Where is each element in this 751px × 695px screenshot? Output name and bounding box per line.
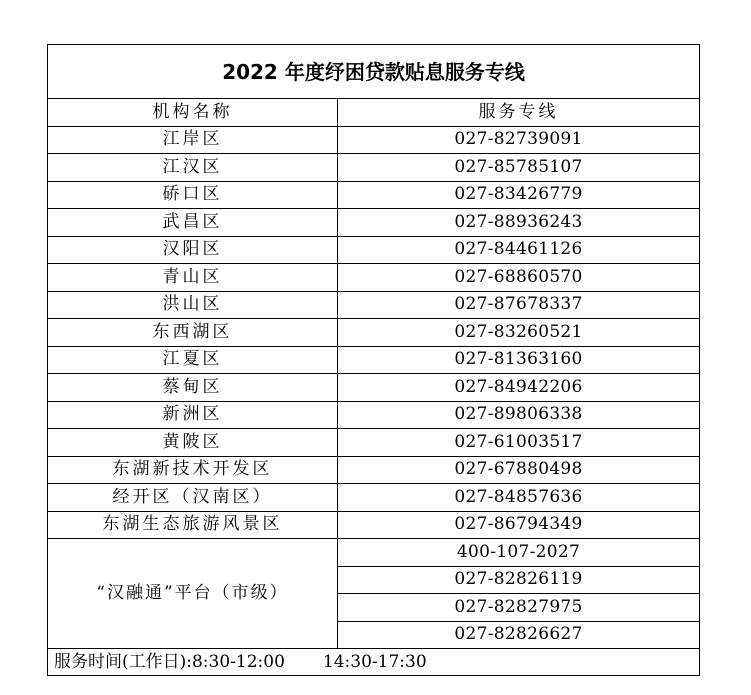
table-row <box>48 209 700 237</box>
service-hours-morning: 服务时间(工作日):8:30-12:00 <box>54 651 285 672</box>
table-row <box>48 374 700 402</box>
org-name: 洪山区 <box>48 291 338 319</box>
platform-phone-number: 027-82827975 <box>338 594 700 622</box>
phone-number: 027-89806338 <box>338 401 700 429</box>
platform-phone-number: 027-82826119 <box>338 566 700 594</box>
table-row <box>48 401 700 429</box>
phone-number: 027-82739091 <box>338 126 700 154</box>
phone-number: 027-83426779 <box>338 181 700 209</box>
platform-phone-number: 027-82826627 <box>338 621 700 649</box>
phone-number: 027-87678337 <box>338 291 700 319</box>
table-row <box>48 319 700 347</box>
table-row <box>48 126 700 154</box>
org-name: 青山区 <box>48 264 338 292</box>
org-name: 东湖生态旅游风景区 <box>48 511 338 539</box>
phone-number: 027-84461126 <box>338 236 700 264</box>
table-row <box>48 291 700 319</box>
table-row <box>48 236 700 264</box>
org-name: 江夏区 <box>48 346 338 374</box>
phone-number: 027-86794349 <box>338 511 700 539</box>
table-row <box>48 154 700 182</box>
table-row <box>48 346 700 374</box>
org-name: 硚口区 <box>48 181 338 209</box>
table-row <box>48 484 700 512</box>
platform-phone-number: 400-107-2027 <box>338 539 700 567</box>
org-name: 新洲区 <box>48 401 338 429</box>
phone-number: 027-68860570 <box>338 264 700 292</box>
table-title: 2022 年度纾困贷款贴息服务专线 <box>48 45 700 99</box>
org-name: 经开区（汉南区） <box>48 484 338 512</box>
org-name: 东西湖区 <box>48 319 338 347</box>
org-name: 武昌区 <box>48 209 338 237</box>
phone-number: 027-83260521 <box>338 319 700 347</box>
org-name: 汉阳区 <box>48 236 338 264</box>
table-row <box>48 429 700 457</box>
table-row <box>48 264 700 292</box>
org-name: 江岸区 <box>48 126 338 154</box>
phone-number: 027-67880498 <box>338 456 700 484</box>
table-row <box>48 456 700 484</box>
org-name: 蔡甸区 <box>48 374 338 402</box>
footer-row <box>48 649 700 676</box>
phone-number: 027-84857636 <box>338 484 700 512</box>
platform-org-name: “汉融通”平台（市级） <box>48 539 338 649</box>
phone-number: 027-85785107 <box>338 154 700 182</box>
service-hours <box>48 649 700 676</box>
org-name: 江汉区 <box>48 154 338 182</box>
phone-number: 027-61003517 <box>338 429 700 457</box>
phone-number: 027-81363160 <box>338 346 700 374</box>
header-row <box>48 99 700 127</box>
service-hours-afternoon: 14:30-17:30 <box>322 651 427 672</box>
header-org: 机构名称 <box>48 99 338 127</box>
phone-number: 027-84942206 <box>338 374 700 402</box>
phone-number: 027-88936243 <box>338 209 700 237</box>
hotline-table <box>47 44 700 676</box>
platform-row <box>48 539 700 567</box>
table-row <box>48 181 700 209</box>
header-tel: 服务专线 <box>338 99 700 127</box>
org-name: 东湖新技术开发区 <box>48 456 338 484</box>
org-name: 黄陂区 <box>48 429 338 457</box>
table-row <box>48 511 700 539</box>
